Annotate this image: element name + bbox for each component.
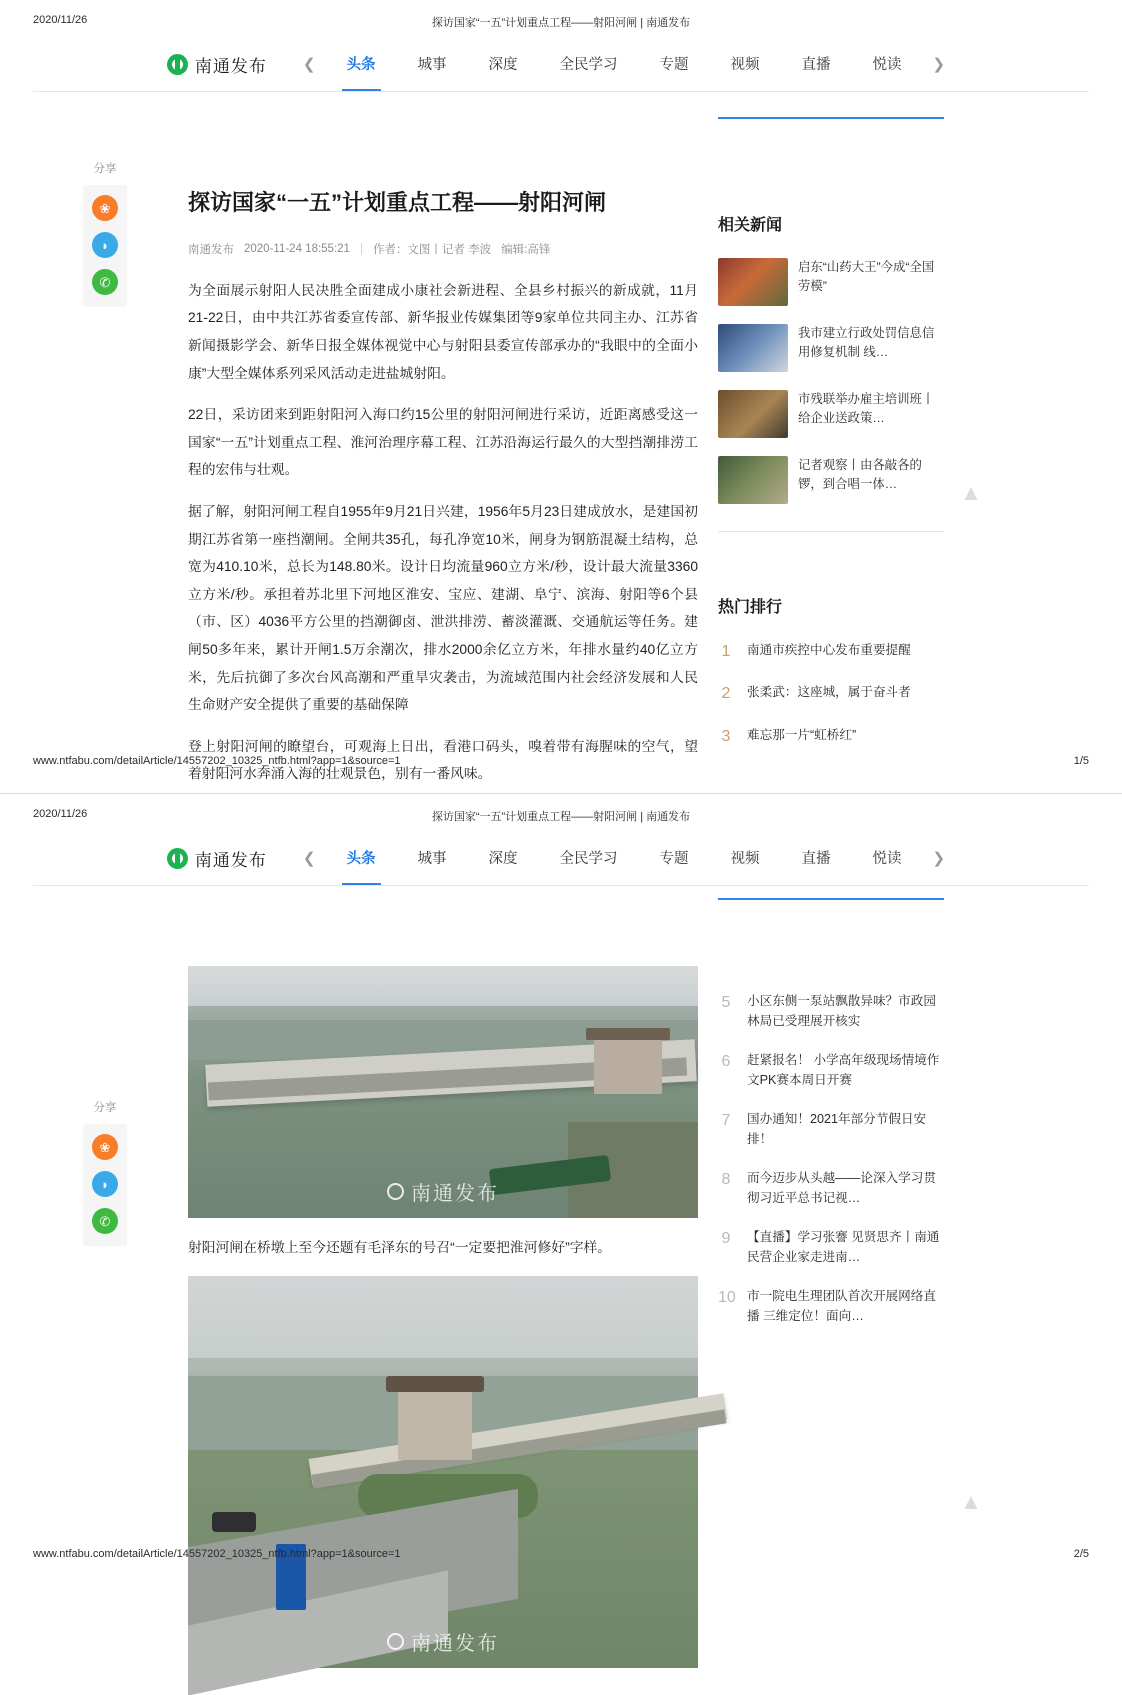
wechat-share-icon[interactable]: ✆ [92,269,118,295]
photo-car [212,1512,256,1532]
weibo-share-icon[interactable]: ❀ [92,195,118,221]
article-paragraph: 登上射阳河闸的瞭望台，可观海上日出，看港口码头，嗅着带有海腥味的空气，望着射阳河水奔涌入海的壮观景色，别有一番风味。 [188,738,698,782]
list-item[interactable] [718,673,944,715]
watermark-text: 南通发布 [411,1183,499,1205]
print-page-2 [0,793,1122,1655]
photo-far-shore [188,1006,698,1020]
list-item[interactable] [718,1100,944,1159]
nav-item-yuedu[interactable]: 悦读 [872,56,902,73]
share-rail [83,1099,127,1246]
chevron-right-icon[interactable]: ❯ [932,56,946,73]
qq-share-icon[interactable]: ◗ [92,232,118,258]
news-thumbnail [718,324,788,372]
print-date: 2020/11/26 [33,808,88,820]
rank-title: 市一院电生理团队首次开展网络直播 三维定位！面向… [747,1289,936,1323]
nav-item-toutiao[interactable]: 头条 [326,833,397,885]
list-item[interactable] [718,1218,944,1277]
chevron-left-icon[interactable]: ❮ [302,56,316,73]
print-date: 2020/11/26 [33,14,88,26]
news-title: 记者观察丨由各敲各的锣，到合唱一体… [798,458,922,492]
sidebar [718,150,944,758]
nav-item-zhibo[interactable]: 直播 [801,850,831,867]
figure-caption: 射阳河闸在桥墩上至今还题有毛泽东的号召“一定要把淮河修好”字样。 [188,1240,612,1255]
list-item[interactable] [718,381,944,447]
news-title: 我市建立行政处罚信息信用修复机制 线… [798,326,935,360]
nav-item-quanminxuexi[interactable]: 全民学习 [559,850,618,867]
print-page-1 [0,0,1122,793]
print-doc-title: 探访国家“一五”计划重点工程——射阳河闸 | 南通发布 [431,811,691,823]
article-author: 作者：文图丨记者 李波 [372,243,492,256]
qq-share-icon[interactable]: ◗ [92,1171,118,1197]
print-url: www.ntfabu.com/detailArticle/14557202_10325_ntfb.html?app=1&source=1 [33,1548,401,1560]
related-news-heading: 相关新闻 [718,217,783,234]
list-item[interactable] [718,982,944,1041]
list-item[interactable] [718,716,944,758]
nav-item-chengshi[interactable]: 城事 [417,850,447,867]
nav-item-yuedu[interactable]: 悦读 [872,850,902,867]
nav-item-shipin[interactable]: 视频 [730,56,760,73]
print-footer [0,1548,1122,1564]
photo-watermark [387,1177,499,1206]
rank-number: 1 [721,643,731,660]
rank-title: 而今迈步从头越——论深入学习贯彻习近平总书记视… [747,1171,936,1205]
rank-title: 难忘那一片“虹桥红” [747,727,857,742]
meta-divider: | [359,242,363,255]
article [188,150,698,802]
print-header [0,14,1122,32]
nav-item-chengshi[interactable]: 城事 [417,56,447,73]
brand-logo-icon [167,848,188,869]
hot-ranking-heading: 热门排行 [718,599,783,616]
article-meta [188,241,698,257]
rank-number: 8 [721,1171,731,1189]
list-item[interactable] [718,631,944,673]
nav-item-shipin[interactable]: 视频 [730,850,760,867]
print-header [0,808,1122,826]
rank-title: 小区东侧一泵站飘散异味？市政园林局已受理展开核实 [747,994,936,1028]
page-title: 探访国家“一五”计划重点工程——射阳河闸 [188,190,607,215]
photo-pavilion-roof [586,1028,670,1040]
rank-number: 3 [721,727,731,745]
sidebar-accent-rule [718,117,944,119]
list-item[interactable] [718,249,944,315]
site-navbar [33,832,1089,886]
article-photo-dam-road [188,1276,698,1668]
print-footer [0,755,1122,771]
rank-title: 南通市疾控中心发布重要提醒 [747,643,911,657]
news-thumbnail [718,456,788,504]
chevron-left-icon[interactable]: ❮ [302,850,316,867]
chevron-right-icon[interactable]: ❯ [932,850,946,867]
rank-number: 7 [721,1112,731,1130]
share-label: 分享 [93,163,117,175]
print-page-number: 2/5 [1073,1548,1089,1560]
weibo-share-icon[interactable]: ❀ [92,1134,118,1160]
article-paragraph: 为全面展示射阳人民决胜全面建成小康社会新进程、全县乡村振兴的新成就，11月21-22日，由中共江苏省委宣传部、新华报业传媒集团等9家单位共同主办、江苏省新闻摄影学会、新华日报全媒体视觉中心与射阳县委宣传部承办的“我眼中的全面小康”大型全媒体系列采风活动走进盐城射阳。 [188,282,698,381]
photo-pavilion-body [594,1036,662,1094]
brand-name: 南通发布 [194,57,267,76]
rank-number: 5 [721,994,731,1011]
news-title: 市残联举办雇主培训班丨给企业送政策… [798,392,935,426]
print-page-number: 1/5 [1073,755,1089,767]
share-buttons [83,1124,127,1246]
list-item[interactable] [718,1159,944,1218]
nav-item-zhuanti[interactable]: 专题 [659,56,689,73]
photo-pavilion-roof [386,1376,484,1392]
news-thumbnail [718,258,788,306]
watermark-logo-icon [387,1183,404,1200]
brand-name: 南通发布 [194,851,267,870]
site-navbar [33,38,1089,92]
list-item[interactable] [718,1277,944,1336]
article-body [188,277,698,788]
nav-item-zhuanti[interactable]: 专题 [659,850,689,867]
news-title: 启东“山药大王”今成“全国劳模” [798,260,935,294]
sidebar [718,922,944,1336]
watermark-text: 南通发布 [411,1632,499,1655]
article-paragraph: 22日，采访团来到距射阳河入海口约15公里的射阳河闸进行采访，近距离感受这一国家“一五”计划重点工程、淮河治理序幕工程、江苏沿海运行最久的大型挡潮排涝工程的宏伟与壮观。 [188,407,698,478]
print-doc-title: 探访国家“一五”计划重点工程——射阳河闸 | 南通发布 [431,17,691,29]
print-url: www.ntfabu.com/detailArticle/14557202_10325_ntfb.html?app=1&source=1 [33,755,401,767]
nav-item-quanminxuexi[interactable]: 全民学习 [559,56,618,73]
site-brand[interactable] [167,846,267,871]
rank-number: 6 [721,1053,731,1071]
rank-title: 【直播】学习张謇 见贤思齐丨南通民营企业家走进南… [747,1230,940,1264]
rank-title: 国办通知！2021年部分节假日安排！ [747,1112,927,1146]
share-label: 分享 [93,1102,117,1114]
article-editor: 编辑:高锋 [501,243,551,256]
list-item[interactable] [718,447,944,513]
nav-item-toutiao[interactable]: 头条 [326,39,397,91]
photo-watermark [387,1627,499,1656]
scroll-up-caret-icon[interactable]: ▲ [960,480,982,505]
rank-number: 2 [721,685,731,703]
wechat-share-icon[interactable]: ✆ [92,1208,118,1234]
nav-item-shendu[interactable]: 深度 [488,56,518,73]
watermark-logo-icon [387,1633,404,1650]
brand-logo-icon [167,54,188,75]
rank-number: 9 [721,1230,731,1248]
sidebar-accent-rule [718,898,944,900]
site-brand[interactable] [167,52,267,77]
nav-item-zhibo[interactable]: 直播 [801,56,831,73]
scroll-up-caret-icon[interactable]: ▲ [960,1489,982,1514]
article-source: 南通发布 [188,243,234,256]
photo-pavilion-body [398,1388,472,1460]
news-thumbnail [718,390,788,438]
nav-item-shendu[interactable]: 深度 [488,850,518,867]
article-datetime: 2020-11-24 18:55:21 [244,242,350,255]
sidebar-divider [718,531,944,532]
photo-skyline [188,1358,698,1378]
list-item[interactable] [718,1041,944,1100]
article-photo-dam-aerial [188,966,698,1218]
rank-title: 张柔武：这座城，属于奋斗者 [747,685,911,700]
list-item[interactable] [718,315,944,381]
article-paragraph: 据了解，射阳河闸工程自1955年9月21日兴建，1956年5月23日建成放水，是建国初期江苏省第一座挡潮闸。全闸共35孔，每孔净宽10米，闸身为钢筋混凝土结构，总宽为410.10米，总长为148.80米。设计日均流量960立方米/秒，设计最大流量3360立方米/秒。承担着苏北里下河地区淮安、宝应、建湖、阜宁、滨海、射阳等6个县（市、区）4036平方公里的挡潮御卤、泄洪排涝、蓄淡灌溉、交通航运等任务。建闸50多年来，累计开闸1.5万余潮次，排水2000余亿立方米，年排水量约40亿立方米，先后抗御了多次台风高潮和严重旱灾袭击，为流域范围内社会经济发展和人民生命财产安全提供了重要的基础保障 [188,503,698,713]
rank-number: 10 [718,1289,736,1307]
rank-title: 赶紧报名！ 小学高年级现场情境作文PK赛本周日开赛 [747,1053,940,1087]
